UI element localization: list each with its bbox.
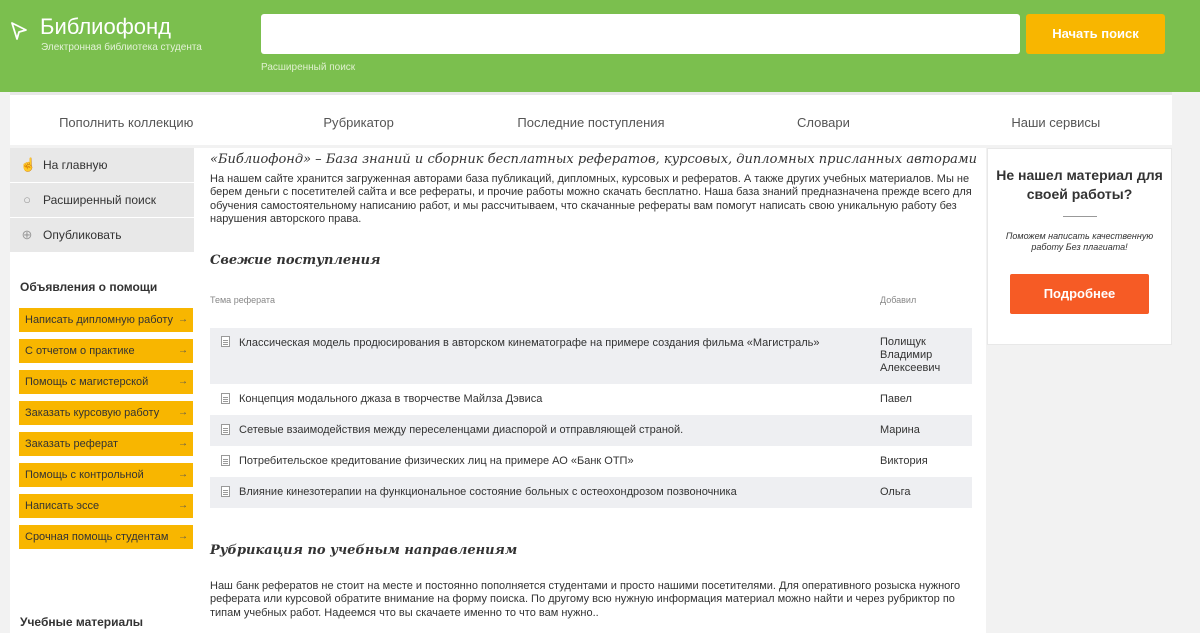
nav-add-collection[interactable]: Пополнить коллекцию <box>59 115 194 130</box>
sidebar-item-advanced-search[interactable] <box>10 183 194 218</box>
arrow-right-icon: → <box>178 438 188 449</box>
ad-label: Написать дипломную работу <box>25 314 174 326</box>
document-icon <box>221 486 230 497</box>
row-author: Ольга <box>880 486 911 498</box>
arrow-right-icon: → <box>178 376 188 387</box>
fresh-title: Свежие поступления <box>210 253 381 268</box>
site-header <box>0 0 1200 92</box>
sidebar-item-publish[interactable] <box>10 218 194 253</box>
row-author: Павел <box>880 393 912 405</box>
ad-label: Срочная помощь студентам <box>25 531 169 543</box>
sidebar <box>10 148 194 633</box>
ad-label: Заказать курсовую работу <box>25 407 160 419</box>
site-subtitle: Электронная библиотека студента <box>41 42 202 53</box>
ad-button[interactable] <box>19 401 193 425</box>
ad-button[interactable] <box>19 339 193 363</box>
table-row[interactable] <box>210 446 972 477</box>
row-topic[interactable]: Потребительское кредитование физических лиц на примере АО «Банк ОТП» <box>239 455 634 467</box>
advanced-search-link[interactable]: Расширенный поиск <box>261 62 356 73</box>
document-icon <box>221 393 230 404</box>
hand-pointer-icon: ☝ <box>20 157 37 172</box>
nav-rubricator[interactable]: Рубрикатор <box>323 115 394 130</box>
page-title: «Библиофонд» – База знаний и сборник бесплатных рефератов, курсовых, дипломных присланных авторами <box>210 152 978 167</box>
rubrication-text: Наш банк рефератов не стоит на месте и постоянно пополняется студентами и просто нашими посетителями. Для оперативного розыска нужного реферата или курсовой обратите внимание на форму поиска. По другому всю нужную информация материал можно найти и через рубриктор по типам учебных работ. Надеемся что вы скачаете именно то что вам нужно.. <box>210 580 961 619</box>
sidebar-item-label: Опубликовать <box>43 228 122 242</box>
sidebar-item-label: Расширенный поиск <box>43 193 156 207</box>
main-content <box>194 148 986 633</box>
row-author: Марина <box>880 424 920 436</box>
document-icon <box>221 424 230 435</box>
cursor-logo-icon <box>9 20 31 42</box>
table-row[interactable] <box>210 384 972 415</box>
arrow-right-icon: → <box>178 531 188 542</box>
nav-services[interactable]: Наши сервисы <box>1011 115 1101 130</box>
ads-title: Объявления о помощи <box>20 280 158 294</box>
ad-button[interactable] <box>19 308 193 332</box>
arrow-right-icon: → <box>178 314 188 325</box>
col-added: Добавил <box>880 295 917 305</box>
main-nav <box>10 92 1172 145</box>
sidebar-item-label: На главную <box>43 158 108 172</box>
search-button[interactable]: Начать поиск <box>1026 14 1165 54</box>
row-topic[interactable]: Классическая модель продюсирования в авторском кинематографе на примере создания фильма «Магистраль» <box>239 337 820 349</box>
table-header <box>210 295 972 305</box>
document-icon <box>221 336 230 347</box>
ad-button[interactable] <box>19 370 193 394</box>
search-icon: ○ <box>23 192 31 207</box>
study-materials-title: Учебные материалы <box>20 615 144 629</box>
ad-button[interactable] <box>19 494 193 518</box>
fresh-table <box>210 328 972 508</box>
rubrication-title: Рубрикация по учебным направлениям <box>210 543 518 558</box>
arrow-right-icon: → <box>178 500 188 511</box>
arrow-right-icon: → <box>178 345 188 356</box>
intro-text: На нашем сайте хранится загруженная авторами база публикаций, дипломных, курсовых и рефератов. А также других учебных материалов. Мы не берем деньги с посетителей сайта и все рефераты, и прочие работы можно скачать бесплатно. Наша база знаний предназначена прежде всего для обучения самостоятельному написанию работ, и мы рассчитываем, что скачанные рефераты вам помогут написать свою уникальную работу без нарушения авторского права. <box>210 173 972 225</box>
row-topic[interactable]: Влияние кинезотерапии на функциональное состояние больных с остеохондрозом позвоночника <box>239 486 737 498</box>
col-topic: Тема реферата <box>210 295 275 305</box>
row-topic[interactable]: Концепция модального джаза в творчестве Майлза Дэвиса <box>239 393 543 405</box>
row-author: Виктория <box>880 455 928 467</box>
site-title[interactable]: Библиофонд <box>40 14 172 39</box>
arrow-right-icon: → <box>178 407 188 418</box>
nav-dictionaries[interactable]: Словари <box>797 115 850 130</box>
table-row[interactable] <box>210 328 972 384</box>
ad-label: Написать эссе <box>25 500 100 512</box>
table-row[interactable] <box>210 415 972 446</box>
more-button[interactable]: Подробнее <box>1010 274 1149 314</box>
plus-circle-icon: ⊕ <box>21 227 33 242</box>
nav-latest[interactable]: Последние поступления <box>517 115 665 130</box>
ad-label: Заказать реферат <box>25 438 118 450</box>
ad-label: Помощь с контрольной <box>25 469 144 481</box>
divider <box>1063 216 1097 217</box>
promo-title: Не нашел материал для своей работы? <box>996 167 1163 202</box>
promo-note: Поможем написать качественную работу Без плагиата! <box>1005 231 1154 252</box>
ad-button[interactable] <box>19 463 193 487</box>
promo-panel <box>987 148 1172 345</box>
ad-label: С отчетом о практике <box>25 345 135 357</box>
search-input[interactable] <box>261 14 1020 54</box>
table-row[interactable] <box>210 477 972 508</box>
sidebar-item-home[interactable] <box>10 148 194 183</box>
sidebar-links <box>10 148 194 253</box>
arrow-right-icon: → <box>178 469 188 480</box>
document-icon <box>221 455 230 466</box>
row-topic[interactable]: Сетевые взаимодействия между переселенцами диаспорой и отправляющей страной. <box>239 424 684 436</box>
ad-label: Помощь с магистерской <box>25 376 149 388</box>
ad-button[interactable] <box>19 432 193 456</box>
row-author: Полищук Владимир Алексеевич <box>880 336 941 374</box>
ad-button[interactable] <box>19 525 193 549</box>
